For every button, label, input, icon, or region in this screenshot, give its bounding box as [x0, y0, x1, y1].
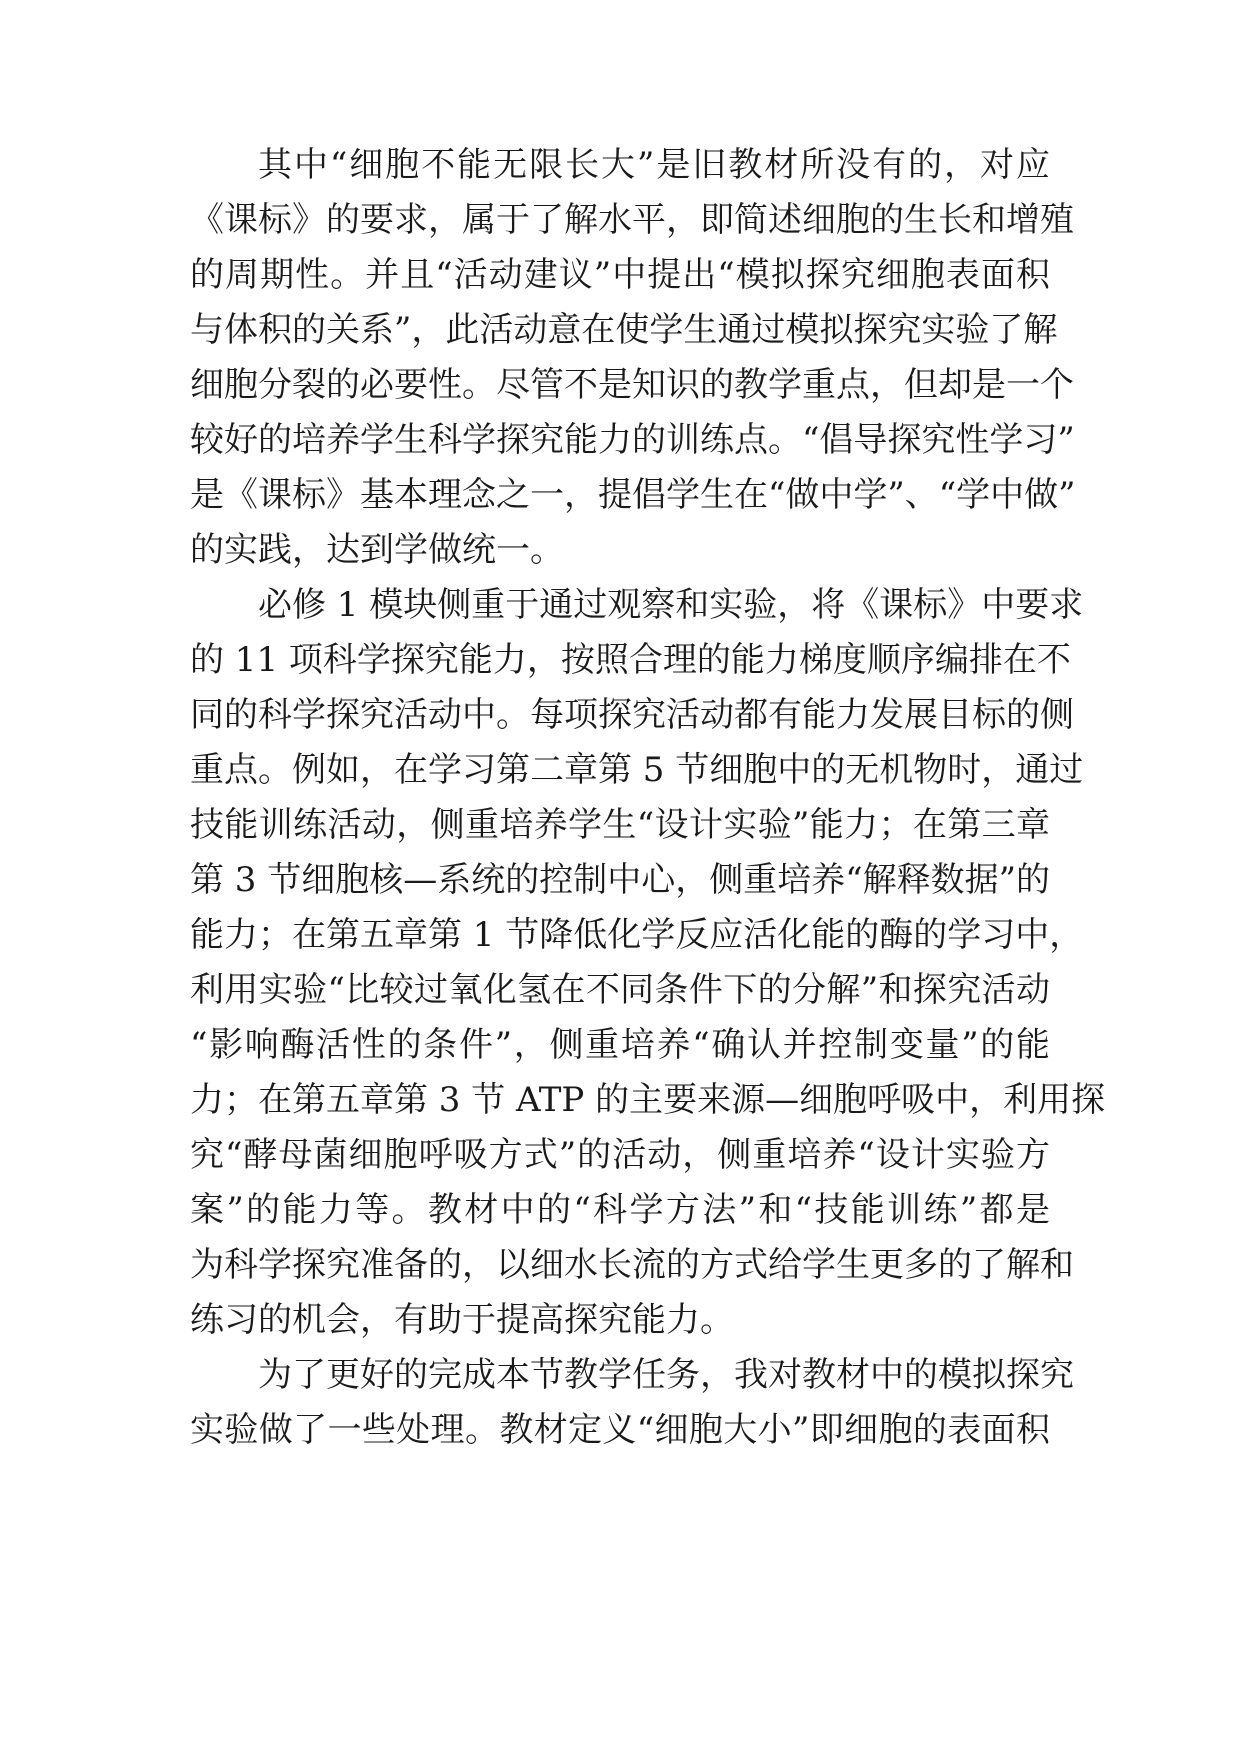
- text-line: 实验做了一些处理。教材定义“细胞大小”即细胞的表面积: [190, 1410, 1050, 1450]
- text-line: 究“酵母菌细胞呼吸方式”的活动，侧重培养“设计实验方: [190, 1135, 1050, 1175]
- text-line: 利用实验“比较过氧化氢在不同条件下的分解”和探究活动: [190, 970, 1050, 1010]
- text-line: 的实践，达到学做统一。: [190, 530, 564, 570]
- text-line: 重点。例如，在学习第二章第 5 节细胞中的无机物时，通过: [190, 750, 1084, 790]
- text-line: 同的科学探究活动中。每项探究活动都有能力发展目标的侧: [190, 695, 1074, 735]
- text-line: 的周期性。并且“活动建议”中提出“模拟探究细胞表面积: [190, 255, 1050, 295]
- text-line: 必修 1 模块侧重于通过观察和实验，将《课标》中要求: [258, 585, 1084, 625]
- text-line: 是《课标》基本理念之一，提倡学生在“做中学”、“学中做”: [190, 475, 1076, 515]
- text-line: 第 3 节细胞核—系统的控制中心，侧重培养“解释数据”的: [190, 860, 1051, 900]
- text-line: 与体积的关系”，此活动意在使学生通过模拟探究实验了解: [190, 310, 1058, 350]
- text-line: 较好的培养学生科学探究能力的训练点。“倡导探究性学习”: [190, 420, 1075, 460]
- text-line: 为了更好的完成本节教学任务，我对教材中的模拟探究: [258, 1355, 1074, 1395]
- text-line: 《课标》的要求，属于了解水平，即简述细胞的生长和增殖: [190, 200, 1074, 240]
- text-line: 的 11 项科学探究能力，按照合理的能力梯度顺序编排在不: [190, 640, 1071, 680]
- text-line: 技能训练活动，侧重培养学生“设计实验”能力；在第三章: [190, 805, 1050, 845]
- text-line: 力；在第五章第 3 节 ATP 的主要来源—细胞呼吸中，利用探: [190, 1080, 1106, 1120]
- text-line: 能力；在第五章第 1 节降低化学反应活化能的酶的学习中，: [190, 915, 1084, 955]
- text-line: 细胞分裂的必要性。尽管不是知识的教学重点，但却是一个: [190, 365, 1074, 405]
- text-line: 其中“细胞不能无限长大”是旧教材所没有的，对应: [258, 145, 1050, 185]
- text-line: 为科学探究准备的，以细水长流的方式给学生更多的了解和: [190, 1245, 1074, 1285]
- text-line: 练习的机会，有助于提高探究能力。: [190, 1300, 734, 1340]
- text-line: 案”的能力等。教材中的“科学方法”和“技能训练”都是: [190, 1190, 1050, 1230]
- text-line: “影响酶活性的条件”，侧重培养“确认并控制变量”的能: [190, 1025, 1050, 1065]
